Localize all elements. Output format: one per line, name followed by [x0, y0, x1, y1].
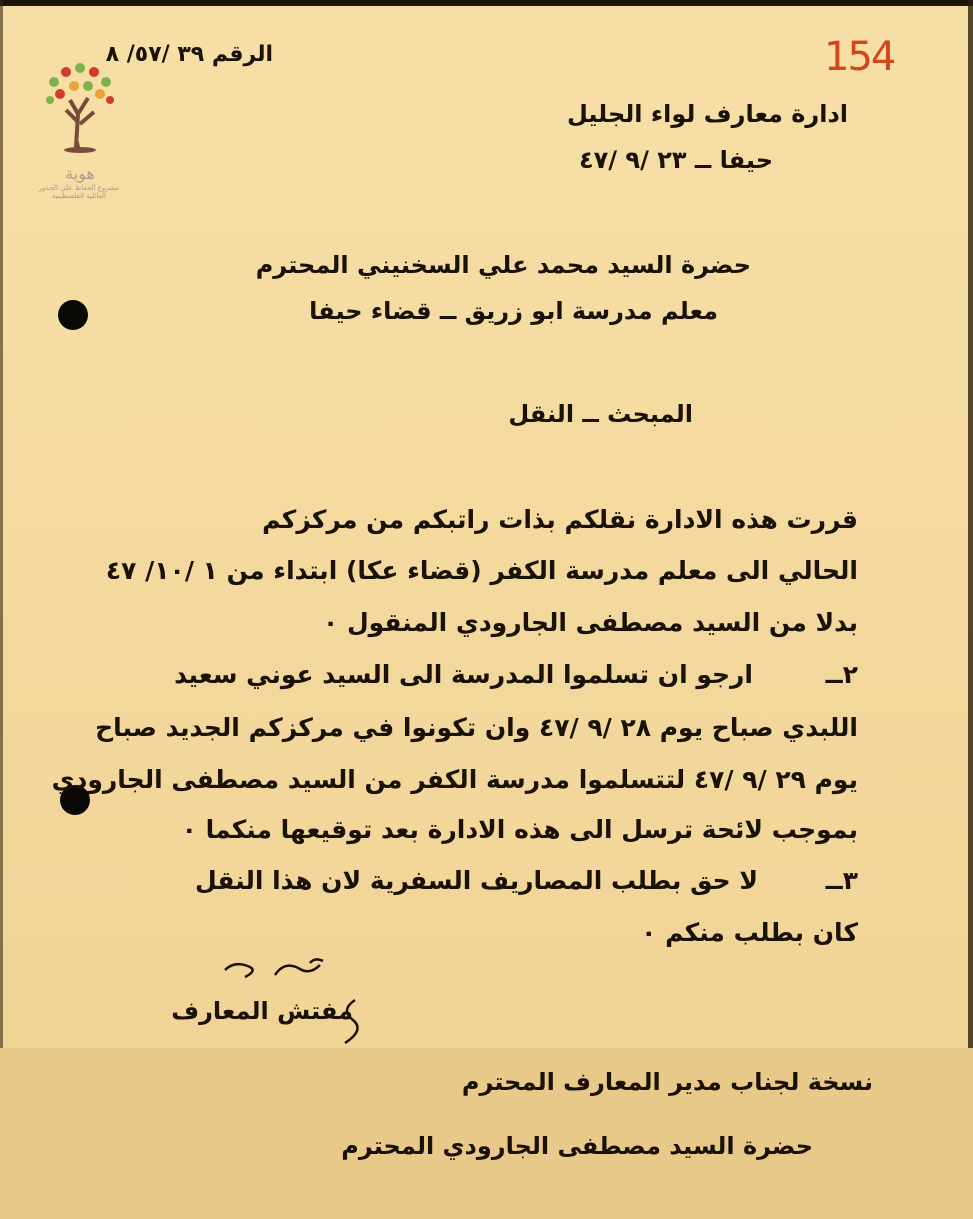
copy-to-director: نسخة لجناب مدير المعارف المحترم: [461, 1068, 873, 1096]
addressee-position: معلم مدرسة ابو زريق ــ قضاء حيفا: [309, 297, 718, 325]
signature-title: مفتش المعارف: [171, 997, 353, 1025]
addressee-name: حضرة السيد محمد علي السخنيني المحترم: [255, 251, 751, 279]
paragraph2-line2: اللبدي صباح يوم ٢٨ /٩ /٤٧ وان تكونوا في مركزكم الجديد صباح: [95, 713, 858, 742]
paragraph3-line2: كان بطلب منكم ٠: [641, 918, 858, 947]
subject-line: المبحث ــ النقل: [508, 400, 693, 428]
paragraph2-number: ٢ــ: [825, 660, 858, 689]
scan-border-top: [0, 0, 973, 6]
paragraph2-line1: ارجو ان تسلموا المدرسة الى السيد عوني سعيد: [174, 660, 753, 689]
paragraph3-line1: لا حق بطلب المصاريف السفرية لان هذا النقل: [194, 866, 758, 895]
paragraph1-line2: الحالي الى معلم مدرسة الكفر (قضاء عكا) ابتداء من ١ /١٠/ ٤٧: [105, 556, 858, 585]
paragraph2-line3: يوم ٢٩ /٩ /٤٧ لتتسلموا مدرسة الكفر من السيد مصطفى الجارودي: [51, 765, 858, 794]
scan-border-right: [968, 0, 973, 1219]
copy-to-jaroudi: حضرة السيد مصطفى الجارودي المحترم: [341, 1132, 813, 1160]
paragraph1-line3: بدلا من السيد مصطفى الجارودي المنقول ٠: [322, 608, 858, 637]
hawiya-logo: [40, 52, 120, 204]
header-organization: ادارة معارف لواء الجليل: [566, 100, 848, 128]
header-city-date: حيفا ــ ٢٣ /٩ /٤٧: [579, 146, 773, 174]
page-number: 154: [824, 34, 895, 80]
scan-border-left: [0, 0, 3, 1219]
reference-number: الرقم ٣٩ /٥٧/ ٨: [105, 42, 273, 67]
punch-hole-top: [58, 300, 88, 330]
logo-caption: مشروع الحفاظ على الجذور العائلية الفلسطينية: [38, 184, 120, 200]
logo-name: هوية: [65, 164, 95, 183]
paragraph3-number: ٣ــ: [825, 866, 858, 895]
paragraph2-line4: بموجب لائحة ترسل الى هذه الادارة بعد توقيعها منكما ٠: [181, 815, 858, 844]
tree-icon: [40, 52, 120, 182]
paragraph1-line1: قررت هذه الادارة نقلكم بذات راتبكم من مركزكم: [262, 505, 858, 534]
